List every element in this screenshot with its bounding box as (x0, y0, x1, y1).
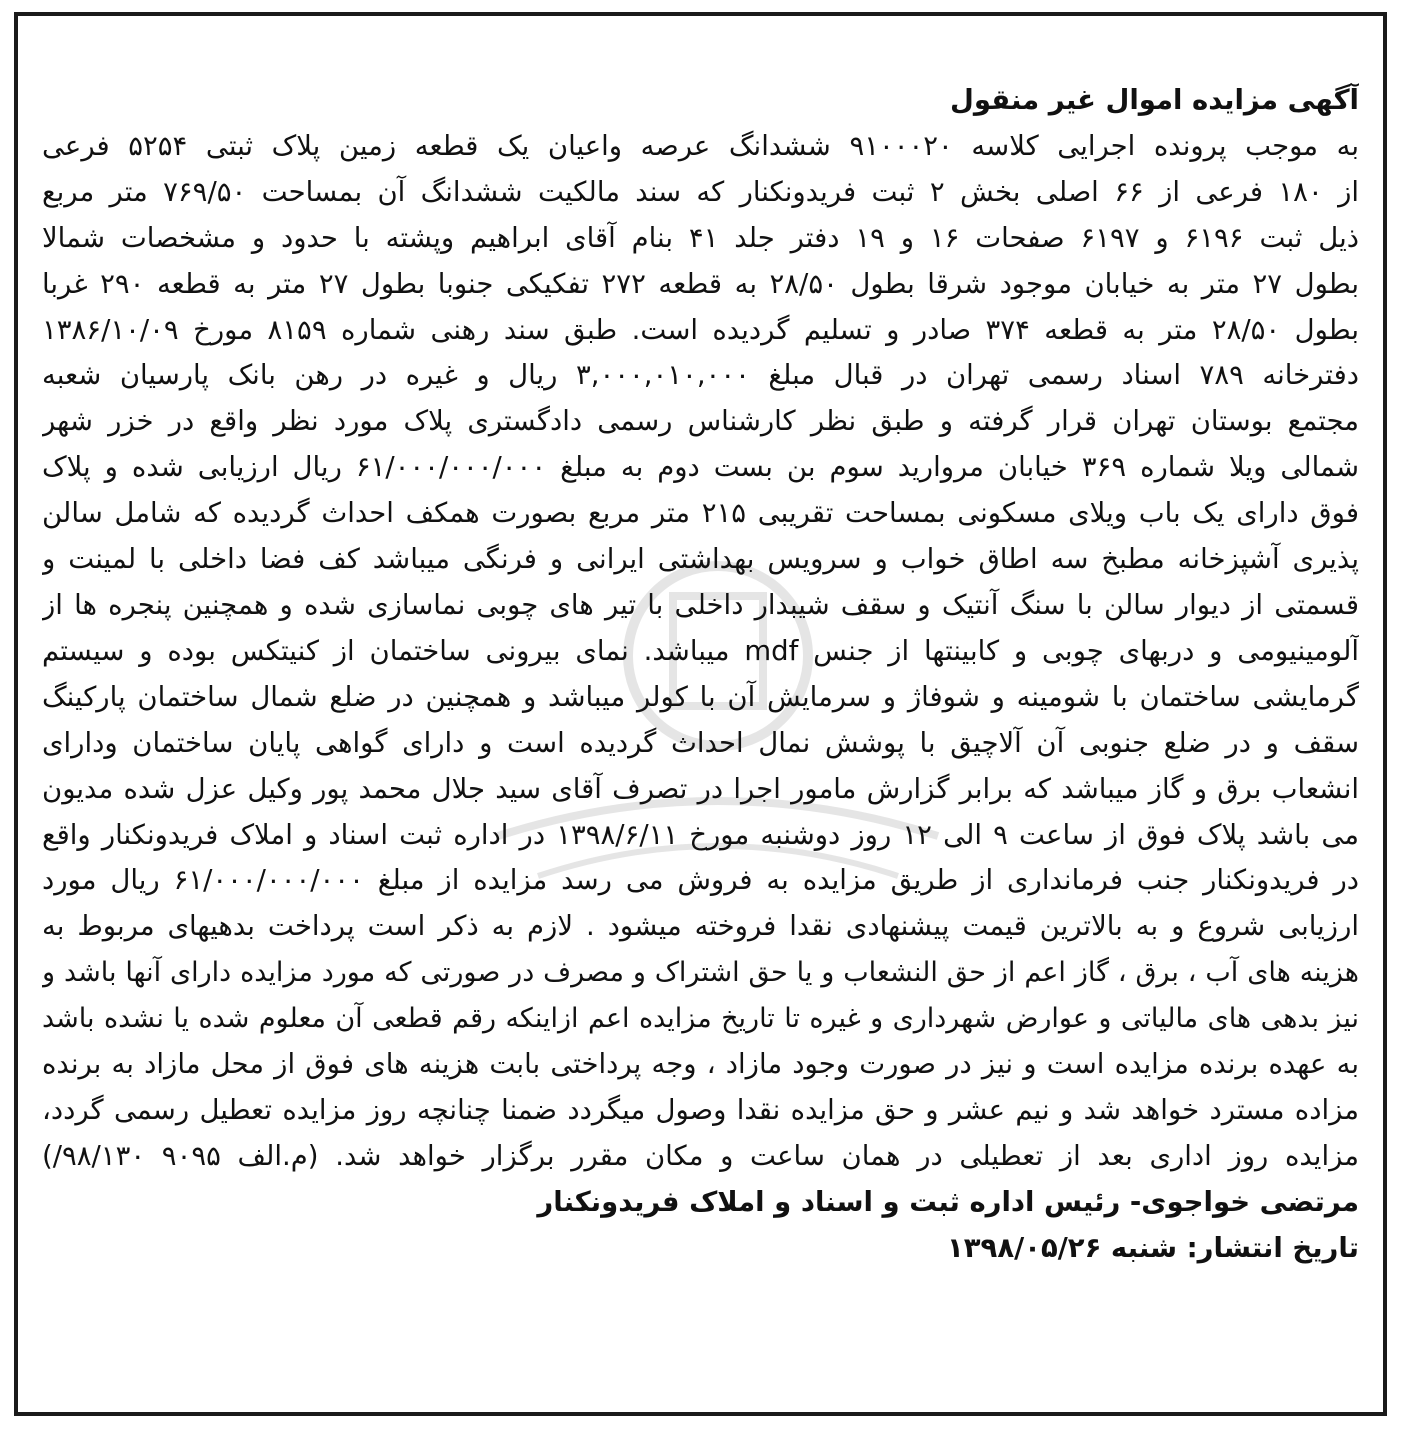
notice-line: از ۱۸۰ فرعی از ۶۶ اصلی بخش ۲ ثبت فریدونکنار که سند مالکیت ششدانگ آن بمساحت ۷۶۹/۵۰ متر مربع (42, 175, 1359, 208)
notice-line: به عهده برنده مزایده است و نیز در صورت وجود مازاد ، وجه پرداختی بابت هزینه های فوق از محل مازاد به برنده (42, 1048, 1359, 1081)
notice-line: شمالی ویلا شماره ۳۶۹ خیابان مروارید سوم بن بست دوم به مبلغ ۶۱/۰۰۰/۰۰۰/۰۰۰ ریال ارزیابی شده و پلاک (42, 451, 1359, 484)
notice-line: مزاده مسترد خواهد شد و نیم عشر و حق مزایده نقدا وصول میگردد ضمنا چنانچه روز مزایده تعطیل رسمی گردد، (42, 1093, 1359, 1126)
notice-line: هزینه های آب ، برق ، گاز اعم از حق النشعاب و یا حق اشتراک و مصرف در صورتی که مورد مزایده دارای آنها باشد و (42, 957, 1359, 989)
notice-line: آلومینیومی و دربهای چوبی و کابینتها از جنس mdf میباشد. نمای بیرونی ساختمان از کنیتکس بوده و سیستم (42, 634, 1359, 667)
notice-line: در فریدونکنار جنب فرمانداری از طریق مزایده به فروش می رسد مزایده از مبلغ ۶۱/۰۰۰/۰۰۰/۰۰۰ ریال مورد (42, 864, 1359, 897)
notice-line: ارزیابی شروع و به بالاترین قیمت پیشنهادی نقدا فروخته میشود . لازم به ذکر است پرداخت بدهیهای مربوط به (42, 910, 1359, 943)
publish-date: تاریخ انتشار: شنبه ۱۳۹۸/۰۵/۲۶ (946, 1231, 1359, 1264)
notice-line: گرمایشی ساختمان با شومینه و شوفاژ و سرمایش آن با کولر میباشد و همچنین در ضلع شمال ساختمان پارکینگ (42, 680, 1359, 713)
notice-line: قسمتی از دیوار سالن با سنگ آنتیک و سقف شیبدار داخلی با تیر های چوبی نماسازی شده و همچنین پنجره ها از (42, 588, 1359, 621)
notice-line: ذیل ثبت ۶۱۹۶ و ۶۱۹۷ صفحات ۱۶ و ۱۹ دفتر جلد ۴۱ بنام آقای ابراهیم وپشته با حدود و مشخصات شمالا (42, 221, 1359, 254)
notice-title: آگهی مزایده اموال غیر منقول (950, 84, 1359, 116)
notice-line: مزایده روز اداری بعد از تعطیلی در همان ساعت و مکان مقرر برگزار خواهد شد. (م.الف ۹۰۹۵ ۹۸/۱۳۰/) (42, 1139, 1359, 1172)
notice-line: دفترخانه ۷۸۹ اسناد رسمی تهران در قبال مبلغ ۳,۰۰۰,۰۱۰,۰۰۰ ریال و غیره در رهن بانک پارسیان شعبه (42, 359, 1359, 392)
notice-line: می باشد پلاک فوق از ساعت ۹ الی ۱۲ روز دوشنبه مورخ ۱۳۹۸/۶/۱۱ در اداره ثبت اسناد و املاک فریدونکنار واقع (42, 818, 1359, 851)
notice-line: به موجب پرونده اجرایی کلاسه ۹۱۰۰۰۲۰ ششدانگ عرصه واعیان یک قطعه زمین پلاک ثبتی ۵۲۵۴ فرعی (42, 129, 1359, 162)
notice-line: نیز بدهی های مالیاتی و عوارض شهرداری و غیره تا تاریخ مزایده اعم ازاینکه رقم قطعی آن معلوم شده یا نشده باشد (42, 1003, 1359, 1035)
signature: مرتضی خواجوی- رئیس اداره ثبت و اسناد و املاک فریدونکنار (537, 1185, 1359, 1218)
notice-line: بطول ۲۷ متر به خیابان موجود شرقا بطول ۲۸/۵۰ به قطعه ۲۷۲ تفکیکی جنوبا بطول ۲۷ متر به قطعه ۲۹۰ غربا (42, 267, 1359, 300)
notice-line: بطول ۲۸/۵۰ متر به قطعه ۳۷۴ صادر و تسلیم گردیده است. طبق سند رهنی شماره ۸۱۵۹ مورخ ۱۳۸۶/۱۰/۰۹ (42, 313, 1359, 346)
notice-line: سقف و در ضلع جنوبی آن آلاچیق با پوشش نمال احداث گردیده است و دارای گواهی پایان ساختمان ودارای (42, 726, 1359, 759)
notice-line: پذیری آشپزخانه مطبخ سه اطاق خواب و سرویس بهداشتی ایرانی و فرنگی میباشد کف فضا داخلی با لمینت و (42, 543, 1359, 576)
notice-frame (14, 12, 1387, 1416)
notice-line: انشعاب برق و گاز میباشد که برابر گزارش مامور اجرا در تصرف آقای سید جلال محمد پور وکیل عزل شده مدیون (42, 772, 1359, 805)
notice-line: فوق دارای یک باب ویلای مسکونی بمساحت تقریبی ۲۱۵ متر مربع بصورت همکف احداث گردیده که شامل سالن (42, 497, 1359, 530)
notice-line: مجتمع بوستان تهران قرار گرفته و طبق نظر کارشناس رسمی دادگستری پلاک مورد نظر واقع در خزر شهر (42, 405, 1359, 438)
notice-content (42, 78, 1359, 1272)
